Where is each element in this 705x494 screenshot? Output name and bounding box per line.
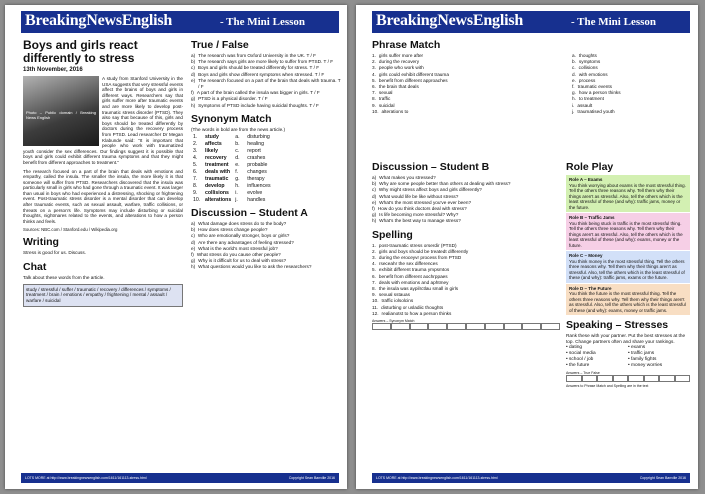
question-item: f) What stress do you cause other people? <box>191 252 281 258</box>
spelling-item: 8. the insula was aypilrctlau small in girls <box>372 286 459 292</box>
synonym-word: deals with <box>205 168 231 175</box>
synonym-word: traumatic <box>205 175 229 182</box>
synonym-option: healing <box>247 140 264 147</box>
synonym-row <box>191 133 273 140</box>
speaking-item: • family fights <box>628 357 657 363</box>
discussion-a-heading: Discussion – Student A <box>191 207 308 220</box>
header-banner <box>21 11 339 33</box>
footer-link[interactable]: LOTS MORE at http://www.breakingnewsenglish.com/1611/161113-stress.html <box>25 476 147 480</box>
footer-bar <box>21 473 339 483</box>
item-number: 9. <box>193 189 198 196</box>
discussion-a-list <box>191 221 341 271</box>
synonym-row <box>191 154 273 161</box>
speaking-item: • money worries <box>628 363 663 369</box>
question-item: h) What's the best way to manage stress? <box>372 218 461 224</box>
article-paragraph: The research focused on a part of the brain that deals with emotions and empathy, called the insula. The smaller the insula, the more likely it is that someone will suffer from PTSD. Researchers discovered that the insula was particularly small in girls who had gone through a traumatic event. It was larger than usual in boys who had experienced a distressing, shocking or frightening event. Post-traumatic stress disorder is a mental disorder that can develop after traumatic events, such as sexual assault, warfare, traffic collisions, or threats on a person's life. Symptoms may include disturbing or suicidal thoughts, nightmares related to the events, and alterations to how a person thinks and feels. <box>23 168 183 224</box>
question-item: c) Why might stress affect boys and girls differently? <box>372 187 482 193</box>
question-item: a) What damage does stress do to the body? <box>191 221 287 227</box>
tf-item: b) The research says girls are more likely to suffer from PTSD. T / F <box>191 59 334 65</box>
question-item: c) Who are emotionally stronger, boys or girls? <box>191 233 290 239</box>
writing-heading: Writing <box>23 236 59 249</box>
speaking-instructions: Rank these with your partner. Put the best stresses at the top. Change partners often and share your rankings. <box>566 333 686 345</box>
true-false-heading: True / False <box>191 39 249 51</box>
synonym-row <box>191 147 273 154</box>
spelling-item: 12. realianotst to how a person thinks <box>372 310 452 316</box>
article-photo <box>23 76 99 146</box>
synonym-row <box>191 182 273 189</box>
item-number: 8. <box>193 182 198 189</box>
answers-true-false-heading: Answers – True False <box>566 371 600 376</box>
role-play-heading: Role Play <box>566 161 614 173</box>
role-text: You think the future is the most stressful thing. Tell the others three reasons why. Tell them why their things aren't as stressful. Also, tell the others which is the least stressful of these (and why): exams, money or traffic jams. <box>569 291 686 313</box>
banner-subtitle: - The Mini Lesson <box>570 16 656 28</box>
phrase-match-section <box>372 39 690 157</box>
phrase-right-item: h. to treatment <box>572 96 604 102</box>
synonym-table <box>191 133 273 203</box>
synonym-word: alterations <box>205 196 232 203</box>
answer-grid <box>372 323 560 330</box>
phrase-right-item: d. with emotions <box>572 71 608 77</box>
spelling-item: 9. sexual sstauas <box>372 292 410 298</box>
phrase-right-item: e. process <box>572 77 596 83</box>
brand-logo: BreakingNewsEnglish <box>376 12 524 29</box>
question-item: e) What is the world's most stressful job? <box>191 245 278 251</box>
question-item: g) Is life becoming more stressful? Why? <box>372 212 459 218</box>
synonym-word: treatment <box>205 161 229 168</box>
worksheet-page-2 <box>356 5 698 489</box>
phrase-left-item: 7. sexual <box>372 90 393 96</box>
discussion-b-list <box>372 175 560 225</box>
synonym-row <box>191 161 273 168</box>
sources: Sources: NBC.com / Stanford.edu / Wikipedia.org <box>23 227 118 233</box>
item-number: f. <box>235 168 239 175</box>
synonym-word: study <box>205 133 219 140</box>
synonym-note: (The words in bold are from the news article.) <box>191 126 286 132</box>
synonym-option: influences <box>247 182 271 189</box>
synonym-option: report <box>247 147 261 154</box>
article-date: 13th November, 2016 <box>23 67 83 73</box>
spelling-item: 10. traffic iolsolcins <box>372 298 414 304</box>
tf-item: d) Boys and girls show different symptoms when stressed. T / F <box>191 71 325 77</box>
phrase-left-item: 2. during the recovery <box>372 59 420 65</box>
role-text: You think being stuck in traffic is the most stressful thing. Tell the others three reasons why. Tell them why their things aren't as stressful. Also, tell the others which is the least stressful of these (and why): exams, money or the future. <box>569 220 683 248</box>
item-number: 7. <box>193 175 198 182</box>
footer-link[interactable]: LOTS MORE at http://www.breakingnewsenglish.com/1611/161113-stress.html <box>376 476 498 480</box>
synonym-word: affects <box>205 140 222 147</box>
tf-item: g) PTSD is a physical disorder. T / F <box>191 96 268 102</box>
speaking-item: • exams <box>628 345 646 351</box>
tf-item: f) A part of the brain called the insula was bigger in girls. T / F <box>191 90 320 96</box>
footer-copyright: Copyright Sean Banville 2016 <box>639 476 686 480</box>
question-item: h) What questions would you like to ask the researchers? <box>191 264 312 270</box>
left-column <box>23 39 183 465</box>
role-card <box>566 213 690 250</box>
item-number: 1. <box>193 133 198 140</box>
question-item: b) How does stress change people? <box>191 227 268 233</box>
synonym-word: likely <box>205 147 218 154</box>
synonym-row <box>191 196 273 203</box>
spelling-item: 5. exhibit different trauma ympsmtos <box>372 267 450 273</box>
question-item: g) Why is it difficult for us to deal with stress? <box>191 258 287 264</box>
item-number: c. <box>235 147 240 154</box>
chat-heading: Chat <box>23 260 47 273</box>
question-item: a) What makes you stressed? <box>372 175 436 180</box>
synonym-option: handles <box>247 196 266 203</box>
synonym-word: develop <box>205 182 225 189</box>
item-number: 4. <box>193 154 198 161</box>
spelling-item: 6. benefit from different aochrppaes <box>372 273 448 279</box>
role-title: Role C – Money <box>569 253 603 258</box>
role-text: You think worrying about exams is the most stressful thing. Tell the others three reasons why. Tell them why their things aren't as stressful. Also, tell the others which is the least stressful of these (and why): traffic jams, money or the future. <box>569 182 686 210</box>
phrase-left-item: 6. the brain that deals <box>372 84 419 90</box>
spelling-item: 4. rseceahr the sex differences <box>372 261 438 267</box>
answers-synonym-heading: Answers – Synonym Match <box>372 319 415 324</box>
phrase-left-item: 4. girls could exhibit different trauma <box>372 71 449 77</box>
role-card <box>566 175 690 212</box>
tf-item: c) Boys and girls should be treated differently for stress. T / F <box>191 65 320 71</box>
true-false-list <box>191 53 341 109</box>
synonym-word: recovery <box>205 154 227 161</box>
writing-prompt: Stress is good for us. Discuss. <box>23 250 87 256</box>
synonym-row <box>191 140 273 147</box>
item-number: g. <box>235 175 240 182</box>
right-column <box>566 161 690 465</box>
phrase-left-item: 10. alterations to <box>372 108 409 114</box>
phrase-right-item: i. assault <box>572 102 593 108</box>
phrase-left-item: 3. people who work with <box>372 65 424 71</box>
item-number: 10. <box>193 196 201 203</box>
spelling-item: 11. disturbing or usladiic thoughts <box>372 304 444 310</box>
phrase-left-item: 8. traffic <box>372 96 391 102</box>
synonym-option: crashes <box>247 154 266 161</box>
synonym-option: therapy <box>247 175 265 182</box>
synonym-option: evolve <box>247 189 263 196</box>
question-item: d) What would life be like without stress? <box>372 193 459 199</box>
synonym-option: disturbing <box>247 133 270 140</box>
item-number: e. <box>235 161 240 168</box>
chat-words-box: study / stressful / suffer / traumatic / recovery / differences / symptoms / treatment / brain / emotions / empathy / frightening / mental / assault / warfare / suicidal <box>23 284 183 307</box>
spelling-item: 2. girls and boys should be treatedt differently <box>372 248 469 254</box>
synonym-option: changes <box>247 168 267 175</box>
spelling-item: 7. deals with emotions and aphtmey <box>372 279 449 285</box>
speaking-items <box>566 345 690 369</box>
chat-prompt: Talk about these words from the article. <box>23 274 105 280</box>
answer-grid <box>566 375 690 382</box>
tf-item: h) Symptoms of PTSD include having suicidal thoughts. T / F <box>191 102 319 108</box>
spelling-heading: Spelling <box>372 228 413 241</box>
phrase-match-heading: Phrase Match <box>372 39 441 51</box>
footer-copyright: Copyright Sean Banville 2016 <box>288 476 335 480</box>
role-title: Role B – Traffic Jams <box>569 215 615 220</box>
question-item: f) How do you think doctors deal with stress? <box>372 206 467 212</box>
phrase-match-right <box>572 53 690 115</box>
spelling-item: 3. during the eroceyvr process from PTSD <box>372 255 462 261</box>
synonym-match-heading: Synonym Match <box>191 112 272 125</box>
discussion-b-heading: Discussion – Student B <box>372 161 490 173</box>
item-number: 5. <box>193 161 198 168</box>
speaking-item: • school / job <box>566 357 594 363</box>
phrase-right-item: g. how a person thinks <box>572 90 621 96</box>
brand-logo: BreakingNewsEnglish <box>25 12 173 29</box>
role-text: You think money is the most stressful thing. Tell the others three reasons why. Tell them why their things aren't as stressful. Also, tell the others which is the least stressful of these (and why): traffic jams, exams or the future. <box>569 258 685 280</box>
answers-note: Answers to Phrase Match and Spelling are in the text <box>566 384 649 389</box>
synonym-row <box>191 175 273 182</box>
phrase-right-item: b. symptoms <box>572 59 601 65</box>
item-number: 2. <box>193 140 198 147</box>
item-number: i. <box>235 189 238 196</box>
right-column <box>191 39 341 465</box>
speaking-item: • dating <box>566 345 583 351</box>
item-number: h. <box>235 182 240 189</box>
question-item: b) Why are some people better than others at dealing with stress? <box>372 181 511 187</box>
header-banner <box>372 11 690 33</box>
speaking-heading: Speaking – Stresses <box>566 319 669 331</box>
question-item: d) Are there any advantages of feeling stressed? <box>191 239 294 245</box>
footer-bar <box>372 473 690 483</box>
role-title: Role D – The Future <box>569 285 612 291</box>
item-number: a. <box>235 133 240 140</box>
article-paragraph: A study from Stanford University in the USA suggests that very stressful events affect the brains of boys and girls in different ways. Researchers say that girls suffer more after traumatic events and are more likely to develop post-traumatic stress disorder (PTSD). They also say that because of this, girls and boys should be treated differently by doctors during the recovery process from PTSD. Lead researcher Dr Megan Klabunde said: "It is important that people who work with traumatized youth consider the sex differences. Our findings suggest it is possible that boys and girls could exhibit different trauma symptoms and that they might benefit from different approaches to treatment." <box>23 76 183 165</box>
phrase-right-item: a. thoughts <box>572 53 597 58</box>
phrase-right-item: f. traumatic events <box>572 84 612 90</box>
synonym-word: collisions <box>205 189 229 196</box>
role-card <box>566 251 690 283</box>
article-title: Boys and girls react differently to stress <box>23 39 138 65</box>
question-item: e) What's the most stressed you've ever been? <box>372 199 472 205</box>
item-number: 3. <box>193 147 198 154</box>
left-column <box>372 161 560 465</box>
photo-caption: Photo – Public domain / Breaking News English <box>26 110 96 120</box>
spelling-list <box>372 243 560 317</box>
speaking-item: • traffic jams <box>628 351 655 357</box>
phrase-left-item: 9. suicidal <box>372 102 395 108</box>
phrase-match-left <box>372 53 572 115</box>
synonym-row <box>191 189 273 196</box>
worksheet-page-1 <box>5 5 347 489</box>
spelling-item: 1. post-traumatic stress orserdir (PTSD) <box>372 242 457 248</box>
speaking-item: • the future <box>566 363 590 369</box>
item-number: j. <box>235 196 238 203</box>
item-number: 6. <box>193 168 198 175</box>
role-title: Role A – Exams <box>569 177 603 182</box>
tf-item: a) The research was from Oxford University in the UK. T / F <box>191 53 317 58</box>
phrase-left-item: 5. benefit from different approaches <box>372 77 448 83</box>
article-body <box>23 76 183 224</box>
synonym-option: probable <box>247 161 268 168</box>
tf-item: e) The research focused on a part of the brain that deals with trauma. T / F <box>191 77 341 90</box>
phrase-right-item: c. collisions <box>572 65 598 71</box>
speaking-item: • social media <box>566 351 596 357</box>
role-card <box>566 284 690 316</box>
phrase-left-item: 1. girls suffer more after <box>372 53 424 58</box>
synonym-row <box>191 168 273 175</box>
banner-subtitle: - The Mini Lesson <box>219 16 305 28</box>
item-number: d. <box>235 154 240 161</box>
item-number: b. <box>235 140 240 147</box>
phrase-right-item: j. traumatised youth <box>572 108 615 114</box>
